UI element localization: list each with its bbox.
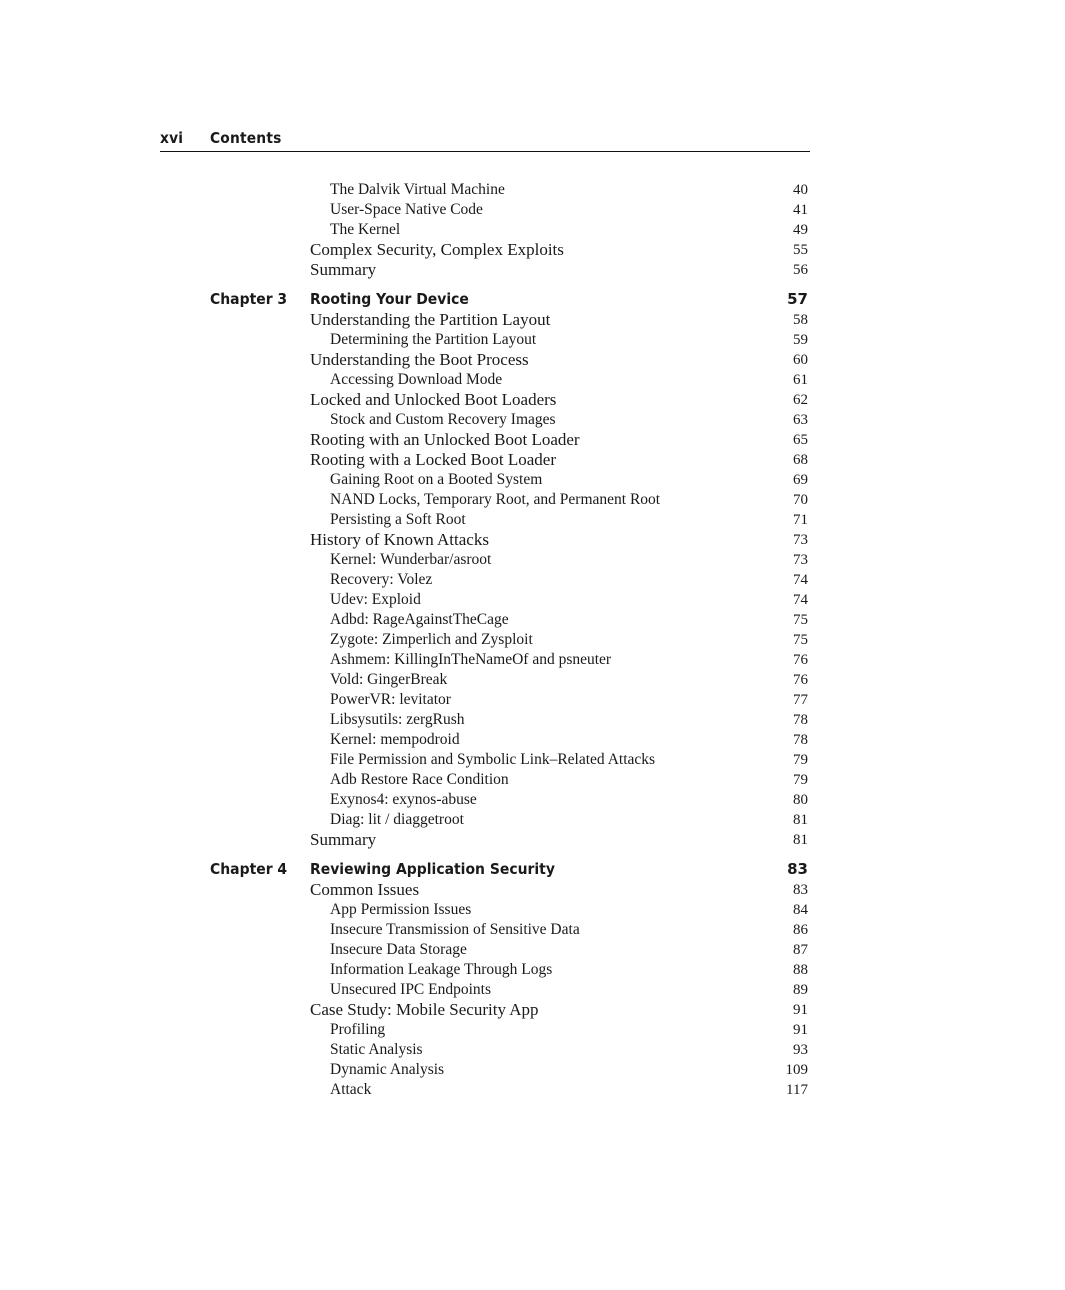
entry-title: Locked and Unlocked Boot Loaders xyxy=(310,390,557,409)
entry-page-number: 86 xyxy=(793,922,808,938)
entry-title: Complex Security, Complex Exploits xyxy=(310,240,564,259)
entry-title: Common Issues xyxy=(310,880,420,899)
entry-title: Attack xyxy=(330,1081,372,1098)
toc-entry-subsection xyxy=(0,810,1065,830)
entry-page-number: 73 xyxy=(793,552,808,568)
toc-entry-subsection xyxy=(0,1020,1065,1040)
entry-title: App Permission Issues xyxy=(330,901,472,918)
entry-title: Determining the Partition Layout xyxy=(330,331,537,348)
toc-entry-section xyxy=(0,830,1065,850)
entry-page-number: 75 xyxy=(793,612,808,628)
entry-title: Insecure Data Storage xyxy=(330,941,467,958)
toc-entry-section xyxy=(0,880,1065,900)
entry-title: Kernel: mempodroid xyxy=(330,731,460,748)
entry-title: User-Space Native Code xyxy=(330,201,483,218)
toc-entry-subsection xyxy=(0,710,1065,730)
toc-entry-subsection xyxy=(0,960,1065,980)
entry-title: Rooting with an Unlocked Boot Loader xyxy=(310,430,580,449)
entry-title: NAND Locks, Temporary Root, and Permanent Root xyxy=(330,491,661,508)
entry-page-number: 84 xyxy=(793,902,808,918)
entry-page-number: 78 xyxy=(793,732,808,748)
chapter-page-number: 57 xyxy=(787,290,808,308)
toc-entry-section xyxy=(0,350,1065,370)
entry-title: Profiling xyxy=(330,1021,386,1038)
toc-entry-subsection xyxy=(0,920,1065,940)
entry-page-number: 49 xyxy=(793,222,808,238)
running-header xyxy=(160,129,810,152)
toc-section xyxy=(0,290,1065,850)
entry-title: The Kernel xyxy=(330,221,401,238)
toc-entry-subsection xyxy=(0,940,1065,960)
entry-page-number: 58 xyxy=(793,312,808,328)
toc-entry-subsection xyxy=(0,490,1065,510)
entry-page-number: 41 xyxy=(793,202,808,218)
entry-page-number: 65 xyxy=(793,432,808,448)
toc-entry-subsection xyxy=(0,510,1065,530)
entry-page-number: 87 xyxy=(793,942,808,958)
entry-title: Diag: lit / diaggetroot xyxy=(330,811,464,828)
entry-title: The Dalvik Virtual Machine xyxy=(330,181,505,198)
toc-entry-subsection xyxy=(0,590,1065,610)
toc-entry-subsection xyxy=(0,370,1065,390)
entry-page-number: 109 xyxy=(785,1062,808,1078)
entry-title: Libsysutils: zergRush xyxy=(330,711,465,728)
toc-entry-subsection xyxy=(0,900,1065,920)
entry-title: Understanding the Partition Layout xyxy=(310,310,551,329)
entry-page-number: 93 xyxy=(793,1042,808,1058)
entry-title: Insecure Transmission of Sensitive Data xyxy=(330,921,580,938)
entry-title: Ashmem: KillingInTheNameOf and psneuter xyxy=(330,651,612,668)
toc-entry-subsection xyxy=(0,570,1065,590)
entry-title: Dynamic Analysis xyxy=(330,1061,445,1078)
toc-entry-subsection xyxy=(0,690,1065,710)
entry-page-number: 117 xyxy=(786,1082,808,1098)
entry-title: Case Study: Mobile Security App xyxy=(310,1000,539,1019)
toc-entry-subsection xyxy=(0,220,1065,240)
toc-entry-subsection xyxy=(0,180,1065,200)
chapter-label: Chapter 4 xyxy=(210,860,288,878)
entry-page-number: 79 xyxy=(793,752,808,768)
toc-entry-subsection xyxy=(0,330,1065,350)
toc-entry-subsection xyxy=(0,980,1065,1000)
entry-title: File Permission and Symbolic Link–Related Attacks xyxy=(330,751,656,768)
chapter-label: Chapter 3 xyxy=(210,290,288,308)
entry-page-number: 83 xyxy=(793,882,808,898)
entry-title: Summary xyxy=(310,260,377,279)
entry-page-number: 61 xyxy=(793,372,808,388)
chapter-title: Reviewing Application Security xyxy=(310,860,555,878)
entry-page-number: 60 xyxy=(793,352,808,368)
entry-page-number: 89 xyxy=(793,982,808,998)
entry-title: Stock and Custom Recovery Images xyxy=(330,411,556,428)
toc-entry-subsection xyxy=(0,670,1065,690)
toc-section xyxy=(0,180,1065,280)
toc-entry-subsection xyxy=(0,610,1065,630)
entry-page-number: 79 xyxy=(793,772,808,788)
entry-title: Summary xyxy=(310,830,377,849)
entry-page-number: 71 xyxy=(793,512,808,528)
entry-title: Adb Restore Race Condition xyxy=(330,771,509,788)
entry-page-number: 76 xyxy=(793,672,808,688)
toc-entry-section xyxy=(0,390,1065,410)
entry-page-number: 62 xyxy=(793,392,808,408)
entry-title: Gaining Root on a Booted System xyxy=(330,471,543,488)
entry-page-number: 78 xyxy=(793,712,808,728)
entry-title: Rooting with a Locked Boot Loader xyxy=(310,450,556,469)
toc-entry-subsection xyxy=(0,1060,1065,1080)
entry-title: Accessing Download Mode xyxy=(330,371,503,388)
toc-entry-subsection xyxy=(0,1080,1065,1100)
entry-page-number: 80 xyxy=(793,792,808,808)
entry-title: Zygote: Zimperlich and Zysploit xyxy=(330,631,533,648)
entry-page-number: 81 xyxy=(793,832,808,848)
toc-entry-section xyxy=(0,530,1065,550)
entry-title: History of Known Attacks xyxy=(310,530,489,549)
toc-entry-section xyxy=(0,1000,1065,1020)
entry-title: Understanding the Boot Process xyxy=(310,350,529,369)
entry-page-number: 75 xyxy=(793,632,808,648)
entry-page-number: 88 xyxy=(793,962,808,978)
toc-entry-subsection xyxy=(0,470,1065,490)
entry-page-number: 76 xyxy=(793,652,808,668)
entry-page-number: 68 xyxy=(793,452,808,468)
entry-page-number: 73 xyxy=(793,532,808,548)
entry-page-number: 91 xyxy=(793,1002,808,1018)
header-page-number: xvi xyxy=(160,129,184,147)
toc-entry-section xyxy=(0,450,1065,470)
toc-section xyxy=(0,860,1065,1100)
entry-page-number: 74 xyxy=(793,572,808,588)
entry-page-number: 59 xyxy=(793,332,808,348)
toc-entry-subsection xyxy=(0,650,1065,670)
entry-title: Information Leakage Through Logs xyxy=(330,961,553,978)
entry-title: Adbd: RageAgainstTheCage xyxy=(330,611,509,628)
chapter-heading xyxy=(0,860,1065,880)
toc-entry-section xyxy=(0,240,1065,260)
toc-entry-section xyxy=(0,430,1065,450)
entry-title: Udev: Exploid xyxy=(330,591,421,608)
entry-page-number: 74 xyxy=(793,592,808,608)
entry-title: Exynos4: exynos-abuse xyxy=(330,791,477,808)
entry-title: Static Analysis xyxy=(330,1041,423,1058)
toc-entry-subsection xyxy=(0,750,1065,770)
entry-page-number: 69 xyxy=(793,472,808,488)
entry-page-number: 40 xyxy=(793,182,808,198)
table-of-contents xyxy=(0,180,1065,1110)
entry-page-number: 55 xyxy=(793,242,808,258)
chapter-title: Rooting Your Device xyxy=(310,290,469,308)
entry-page-number: 91 xyxy=(793,1022,808,1038)
entry-title: Persisting a Soft Root xyxy=(330,511,466,528)
entry-page-number: 63 xyxy=(793,412,808,428)
toc-entry-section xyxy=(0,260,1065,280)
toc-entry-subsection xyxy=(0,410,1065,430)
toc-entry-subsection xyxy=(0,730,1065,750)
chapter-heading xyxy=(0,290,1065,310)
entry-page-number: 81 xyxy=(793,812,808,828)
toc-entry-subsection xyxy=(0,770,1065,790)
entry-title: Kernel: Wunderbar/asroot xyxy=(330,551,492,568)
toc-entry-section xyxy=(0,310,1065,330)
entry-title: Vold: GingerBreak xyxy=(330,671,448,688)
header-title: Contents xyxy=(210,129,282,147)
entry-page-number: 77 xyxy=(793,692,808,708)
toc-entry-subsection xyxy=(0,1040,1065,1060)
chapter-page-number: 83 xyxy=(787,860,808,878)
toc-entry-subsection xyxy=(0,200,1065,220)
entry-title: Unsecured IPC Endpoints xyxy=(330,981,492,998)
entry-page-number: 70 xyxy=(793,492,808,508)
toc-entry-subsection xyxy=(0,550,1065,570)
entry-page-number: 56 xyxy=(793,262,808,278)
toc-entry-subsection xyxy=(0,790,1065,810)
entry-title: Recovery: Volez xyxy=(330,571,433,588)
entry-title: PowerVR: levitator xyxy=(330,691,451,708)
toc-entry-subsection xyxy=(0,630,1065,650)
